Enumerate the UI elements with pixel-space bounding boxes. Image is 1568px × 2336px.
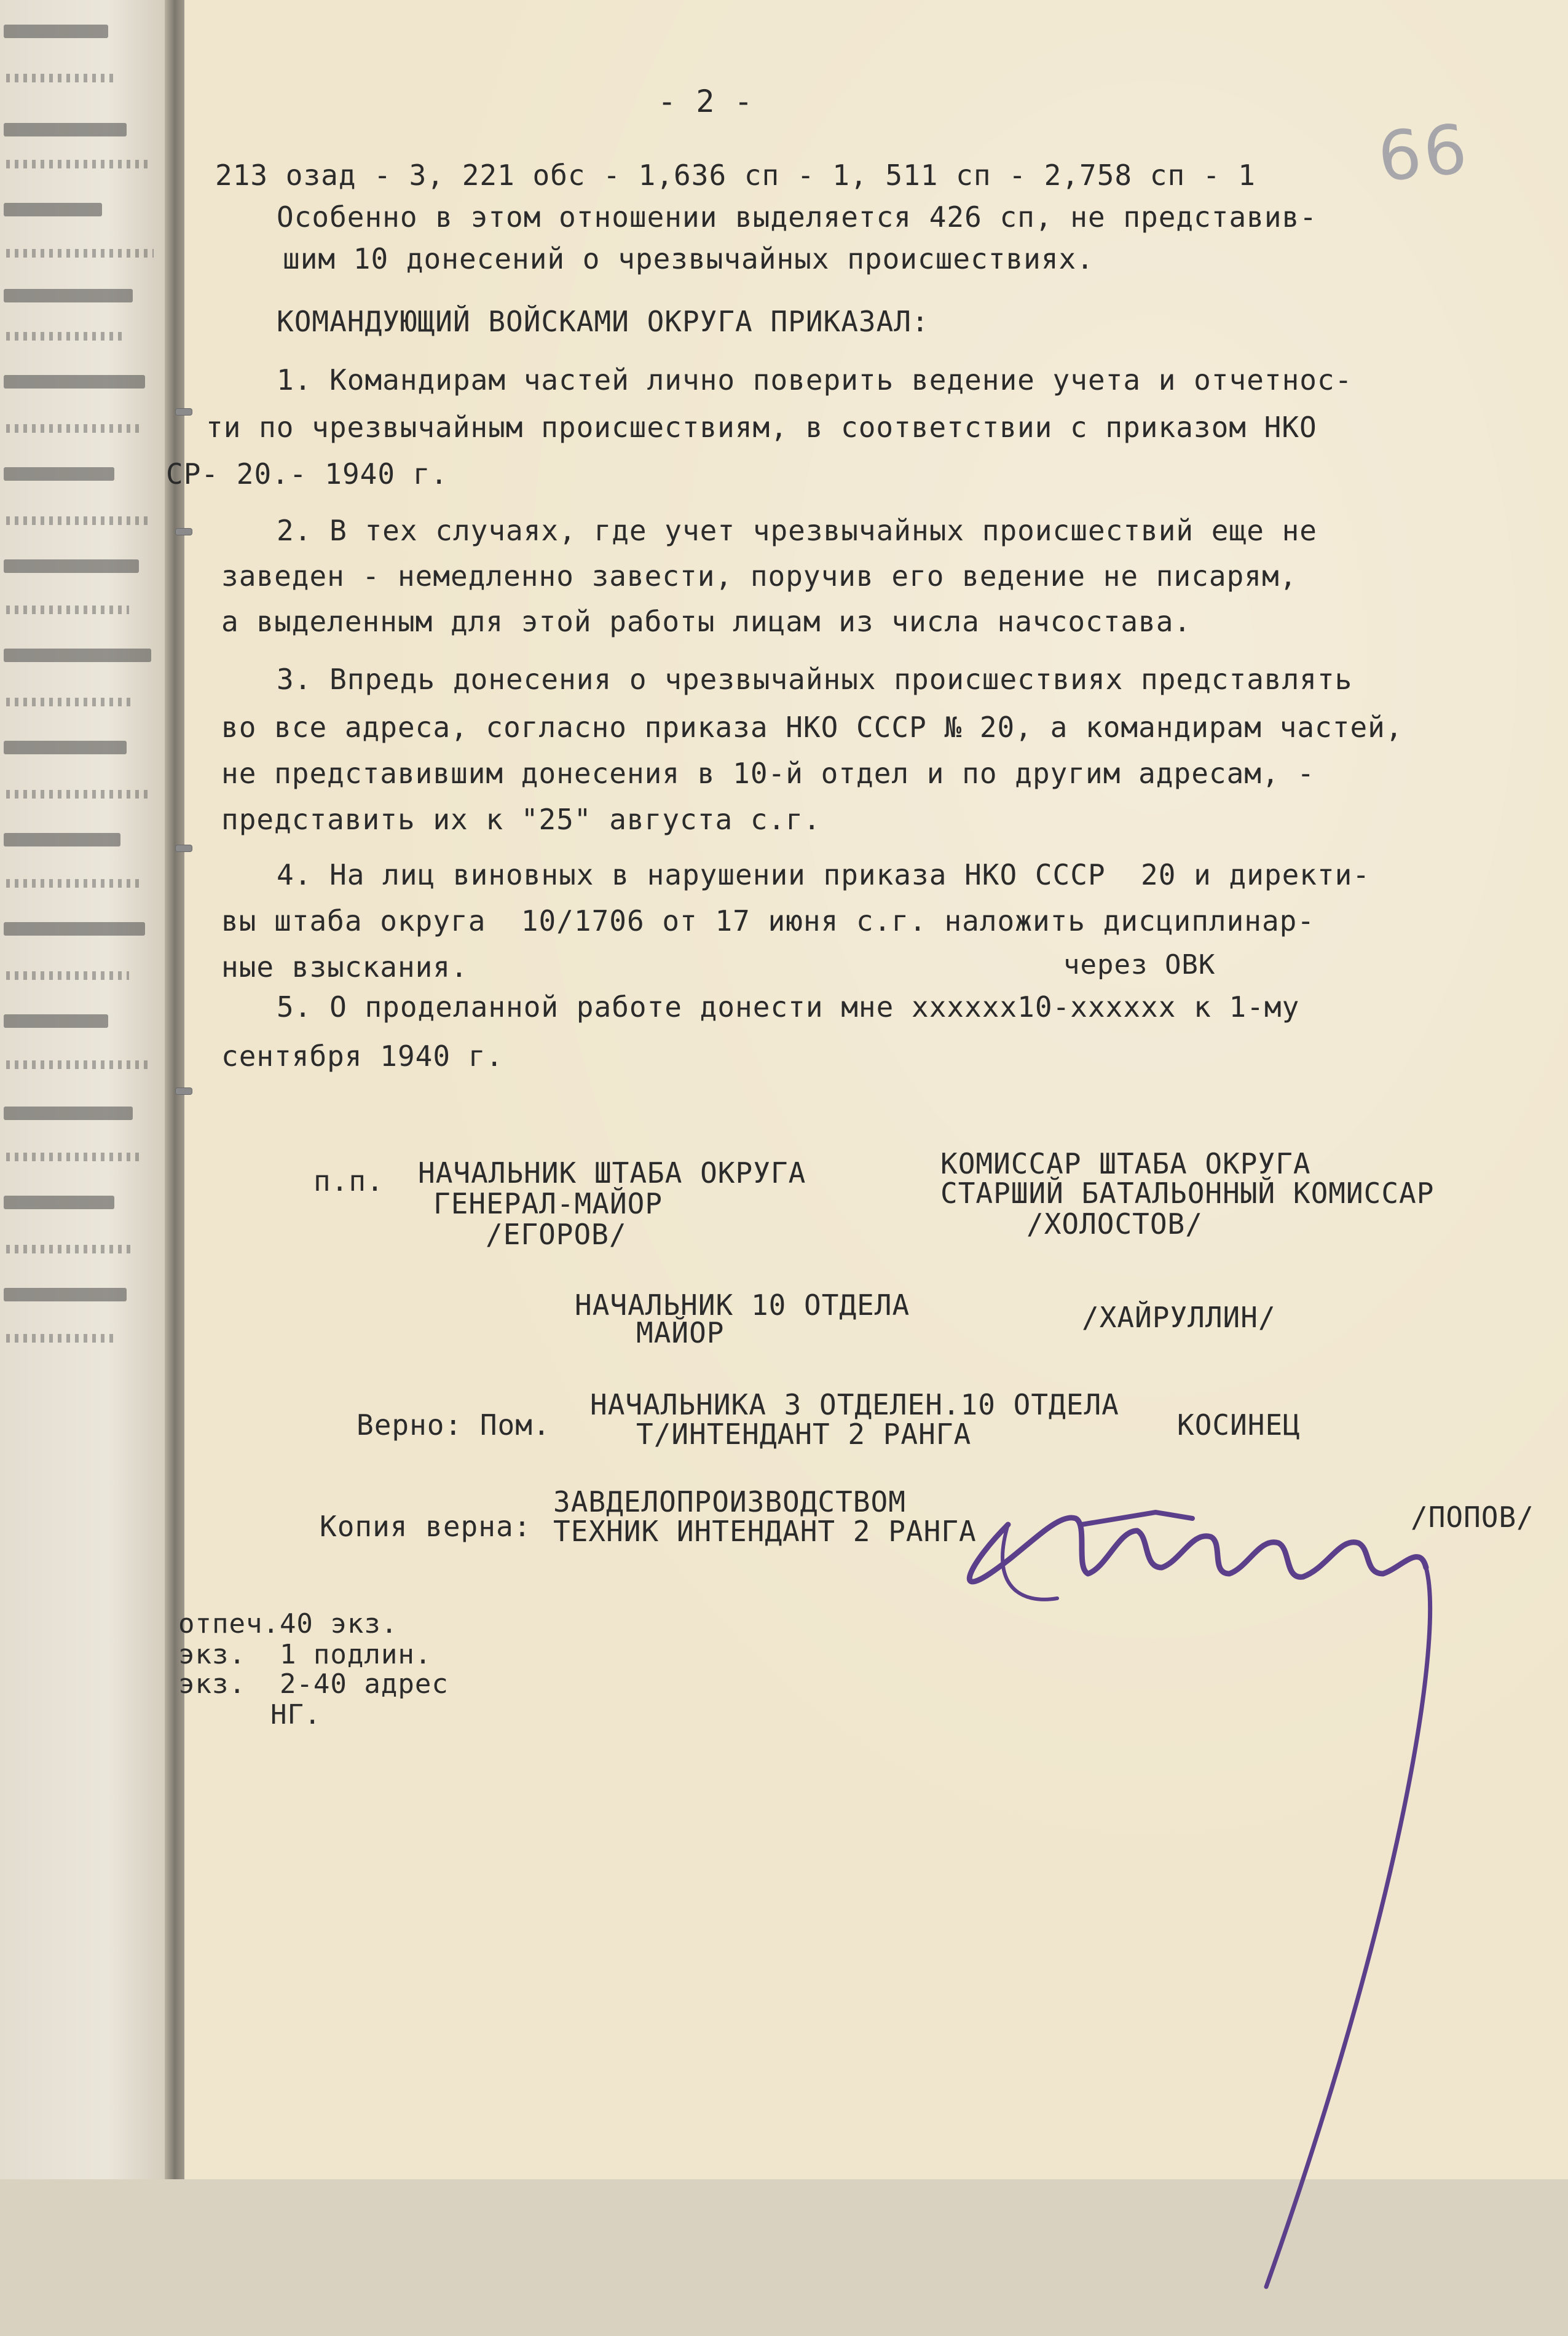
document-page [166,0,1568,2179]
under-text-line [6,790,148,799]
verno-rank: Т/ИНТЕНДАНТ 2 РАНГА [636,1418,972,1451]
under-text-line [4,1107,133,1120]
under-text-line [4,741,127,754]
under-text-line [4,1196,114,1209]
under-text-line [6,606,129,614]
archive-sheet-number: 66 [1374,109,1473,197]
under-text-line [6,698,135,706]
body-line: не представившим донесения в 10-й отдел и по другим адресам, - [221,757,1315,790]
body-line: 2. В тех случаях, где учет чрезвычайных происшествий еще не [277,514,1317,547]
verno-title: НАЧАЛЬНИКА 3 ОТДЕЛЕН.10 ОТДЕЛА [590,1388,1119,1421]
under-text-line [6,1153,141,1161]
commissar-title: КОМИССАР ШТАБА ОКРУГА [940,1147,1311,1180]
body-line: ти по чрезвычайным происшествиям, в соответствии с приказом НКО [206,411,1317,444]
distribution-line: экз. 1 подлин. [178,1639,432,1670]
body-line: а выделенным для этой работы лицам из числа начсостава. [221,605,1192,638]
dept-head-name: /ХАЙРУЛЛИН/ [1082,1301,1276,1334]
distribution-line: отпеч.40 экз. [178,1608,398,1640]
kopiya-rank: ТЕХНИК ИНТЕНДАНТ 2 РАНГА [553,1515,977,1548]
distribution-line: НГ. [270,1699,321,1730]
chief-of-staff-name: /ЕГОРОВ/ [486,1218,627,1251]
body-line: Особенно в этом отношении выделяется 426 сп, не представив- [277,200,1317,234]
under-text-line [4,467,114,481]
distribution-line: экз. 2-40 адрес [178,1668,449,1700]
body-line: заведен - немедленно завести, поручив его ведение не писарям, [221,559,1298,593]
staple-mark [176,1088,192,1094]
inserted-text: через ОВК [1063,949,1216,981]
under-text-line [4,1288,127,1301]
kopiya-name: /ПОПОВ/ [1411,1501,1534,1534]
commissar-name: /ХОЛОСТОВ/ [1026,1207,1203,1241]
under-text-line [4,1014,108,1028]
commissar-rank: СТАРШИЙ БАТАЛЬОННЫЙ КОМИССАР [940,1177,1435,1210]
under-text-line [6,1245,135,1253]
underlying-page [0,0,178,2179]
under-text-line [6,249,154,258]
under-text-line [6,160,148,168]
order-heading: КОМАНДУЮЩИЙ ВОЙСКАМИ ОКРУГА ПРИКАЗАЛ: [277,305,929,338]
under-text-line [4,25,108,38]
body-line: представить их к "25" августа с.г. [221,803,821,836]
under-text-line [4,649,151,662]
body-line: во все адреса, согласно приказа НКО СССР № 20, а командирам частей, [221,711,1403,744]
staple-mark [176,409,192,415]
under-text-line [4,833,120,846]
kopiya-title: ЗАВДЕЛОПРОИЗВОДСТВОМ [553,1485,906,1518]
verno-label: Верно: Пом. [357,1408,551,1442]
under-text-line [6,1060,148,1069]
under-text-line [4,922,145,936]
page-number: - 2 - [658,84,754,119]
under-text-line [4,375,145,389]
body-line: 4. На лиц виновных в нарушении приказа НКО СССР 20 и директи- [277,858,1371,891]
body-line: СР- 20.- 1940 г. [166,457,449,491]
staple-mark [176,845,192,851]
under-text-line [4,203,102,216]
body-line: 213 озад - 3, 221 обс - 1,636 сп - 1, 511 сп - 2,758 сп - 1 [215,159,1256,192]
pp-label: п.п. [313,1164,384,1198]
body-line: 1. Командирам частей лично поверить ведение учета и отчетнос- [277,363,1353,397]
body-line: 3. Впредь донесения о чрезвычайных происшествиях представлять [277,663,1353,696]
under-text-line [6,516,148,525]
under-text-line [6,424,141,433]
kopiya-label: Копия верна: [320,1510,532,1543]
body-line: сентября 1940 г. [221,1040,504,1073]
under-text-line [6,1334,117,1343]
handwritten-signature [934,1475,1568,2336]
under-text-line [6,971,129,980]
dept-head-rank: МАЙОР [636,1316,725,1349]
under-text-line [4,559,139,573]
under-text-line [6,74,117,82]
body-line: вы штаба округа 10/1706 от 17 июня с.г. наложить дисциплинар- [221,904,1315,937]
chief-of-staff-title: НАЧАЛЬНИК ШТАБА ОКРУГА [418,1156,806,1190]
verno-name: КОСИНЕЦ [1177,1408,1301,1442]
under-text-line [4,123,127,136]
chief-of-staff-rank: ГЕНЕРАЛ-МАЙОР [433,1187,663,1220]
body-line: шим 10 донесений о чрезвычайных происшествиях. [283,242,1094,275]
staple-mark [176,529,192,535]
body-line: 5. О проделанной работе донести мне хххххх10-хххххх к 1-му [277,990,1300,1024]
dept-head-title: НАЧАЛЬНИК 10 ОТДЕЛА [575,1288,910,1322]
under-text-line [6,332,123,341]
body-line: ные взыскания. [221,950,468,984]
under-text-line [4,289,133,302]
under-text-line [6,879,141,888]
